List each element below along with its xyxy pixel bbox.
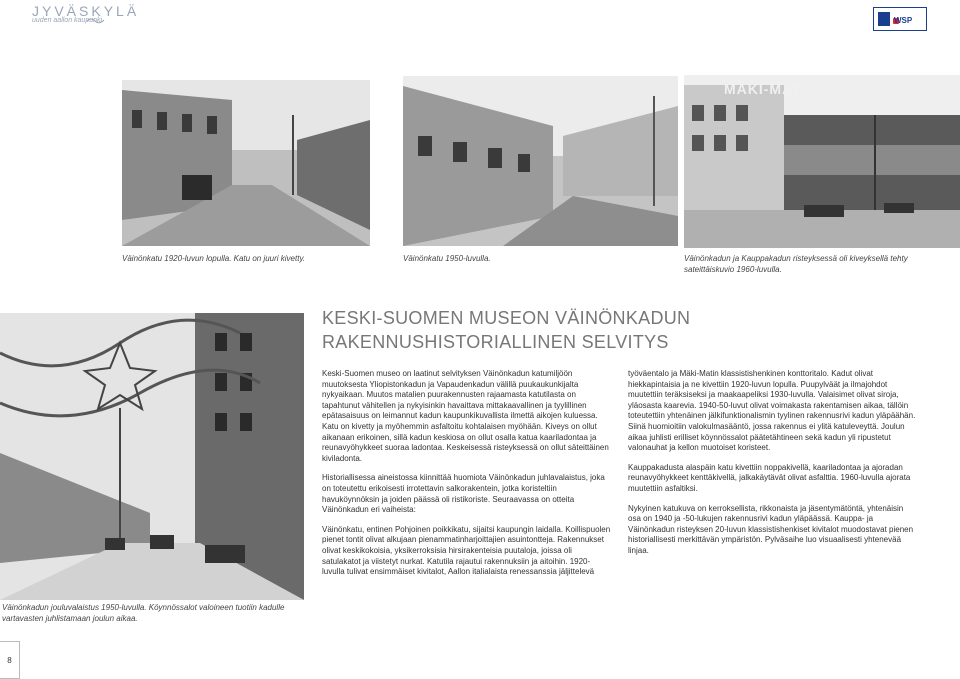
photo-caption: Väinönkadun ja Kauppakadun risteyksessä oli kiveyksellä tehty sateittäiskuvio 1960-luvulla. <box>684 254 908 274</box>
photo-caption: Väinönkadun jouluvalaistus 1950-luvulla. Köynnössalot valoineen tuotiin kadulle vartavasten juhlistamaan joulun aikaa. <box>2 603 285 623</box>
wave-icon <box>86 16 106 24</box>
brand-subtitle: uuden aallon kaupunki <box>32 17 103 24</box>
logo-text: WSP <box>894 16 913 25</box>
wsp-logo <box>873 7 927 31</box>
paragraph: työväentalo ja Mäki-Matin klassistishenkinen konttoritalo. Kadut olivat hiekkapintaisia ja ne kivettiin 1920-luvun lopulla. Puupylväät ja ilmajohdot muutettiin teräksiseksi ja maakaapeliksi 1930-luvulla. Valaisimet olivat siroja, yläosasta kaarevia. 1940-50-luvut olivat voimakasta rakentamisen aikaa, tällöin toteutettiin yhtenäinen jälkifunktionalismin tyylinen rakennusrivi kadun yläpäähän. Siinä huomioitiin valokulmasääntö, jossa rakennus ei ylitä katuleveyttä. Joulun aikaa juhlisti erilliset köynnössalot päätetähtineen sekä kadun yli ripustetut valonauhat ja kellon muotoiset koristeet. <box>628 369 916 453</box>
title-line: KESKI-SUOMEN MUSEON VÄINÖNKADUN <box>322 308 691 328</box>
title-line: RAKENNUSHISTORIALLINEN SELVITYS <box>322 332 669 352</box>
paragraph: Nykyinen katukuva on kerroksellista, rikkonaista ja jäsentymätöntä, yhtenäisin osa on 1940 ja -50-lukujen rakennusrivi kadun yläpäässä. Kauppa- ja Väinönkadun risteyksen 20-luvun klassistishenkiset kivitalot muodostavat pienen historiallisesti merkittävän ympäristön. Pylväsaihe luo visuaalisesti yhtenevää linjaa. <box>628 503 914 555</box>
paragraph: Kauppakadusta alaspäin katu kivettiin noppakivellä, kaariladontaa ja ajoradan reunavyöhykkeet kenttäkivellä, jalkakäytävät olivat asfalttia. 1960-luvulla ajorata muutettiin asfaltiksi. <box>628 462 911 493</box>
paragraph: Väinönkatu, entinen Pohjoinen poikkikatu, sijaitsi kaupungin laidalla. Koillispuolen pienet tontit olivat alkujaan pienammatinharjoittajien asuintontteja. Rakennukset olivat keskikokoisia, yksikerroksisia hirsirakenteisia puutaloja, joissa oli satulakatot ja viistetyt nurkat. Katutila rajautui rakennuksiin ja aitoihin. 1920-luvulla tulivat ensimmäiset kivitalot, Aallon italialaista renessanssia jäljittelevä <box>322 524 611 577</box>
brand-title: JYVÄSKYLÄ <box>32 3 140 19</box>
document-title <box>322 306 722 354</box>
photo-caption: Väinönkatu 1950-luvulla. <box>403 254 491 263</box>
text-column-right <box>628 369 918 566</box>
text-column-left <box>322 369 612 587</box>
photo-caption: Väinönkatu 1920-luvun lopulla. Katu on juuri kivetty. <box>122 254 306 263</box>
page-number: 8 <box>0 641 20 679</box>
photo-vainonkatu-1950s <box>403 76 678 246</box>
photo-vainonkatu-1920s <box>122 80 370 246</box>
logo-stripe-icon <box>878 12 890 26</box>
photo-sign-text: MÄKI-MATTI <box>724 81 817 97</box>
paragraph: Keski-Suomen museo on laatinut selvityksen Väinönkadun katumiljöön muutoksesta Yliopistonkadun ja Vapaudenkadun välillä puukaukunkijalta nykyaikaan. Muutos matalien puurakennusten rajaamasta katutilasta on tapahtunut vähitellen ja nykyisinkin havaittava mittakaavallinen ja tyylillinen epätasaisuus on leimannut kadun kaupunkikuvallista ilmettä aikojen kuluessa. Katu on kivetty ja myöhemmin asfaltoitu kohtalaisen myöhään. Kiveys on ollut aikanaan erikoinen, sillä kadun keskiosa on ollut osalla katua kaariladontaa ja reunavyöhykkeet suoraa ladontaa. Keskeisessä risteyksessä on ollut säteittäinen kiviladonta. <box>322 369 609 463</box>
photo-maki-matti-intersection <box>684 75 960 248</box>
paragraph: Historiallisessa aineistossa kiinnittää huomiota Väinönkadun juhlavalaistus, joka on toteutettu erikoisesti irrotettavin salkorakentein, jotka koristeltiin havuköynnöksin ja joiden päässä oli ristikoriste. Seuraavassa on otteita Väinönkadun eri vaiheista: <box>322 473 605 515</box>
photo-christmas-lights-1950s <box>0 313 304 600</box>
